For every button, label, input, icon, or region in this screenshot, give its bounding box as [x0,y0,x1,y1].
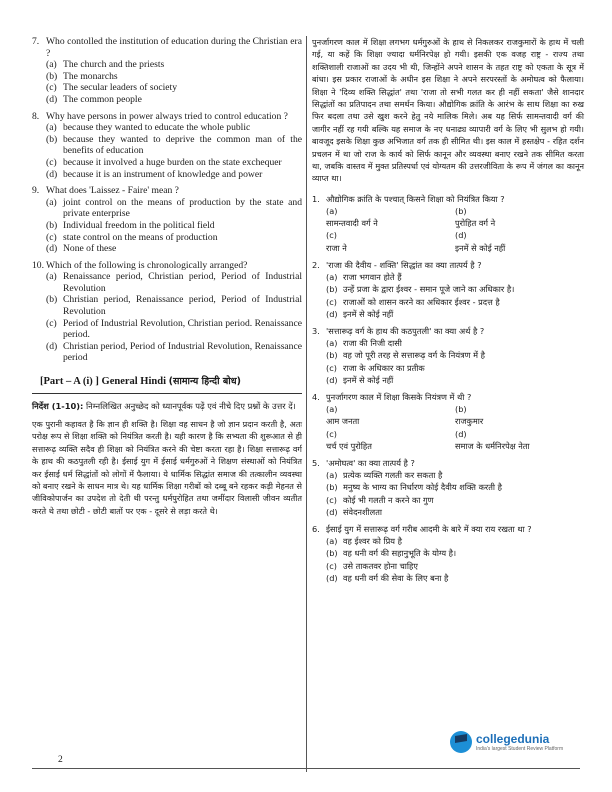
question-stem [312,391,584,403]
option-text: संवेदनशीलता [343,506,383,517]
option-text: Renaissance period, Christian period, Period of Industrial Revolution [63,271,302,294]
option [32,318,302,341]
option-text: वह धनी वर्ग की सेवा के लिए बना है [343,572,449,583]
question [312,193,584,254]
option [312,308,584,320]
option [32,134,302,157]
question-text: औद्योगिक क्रांति के पश्चात् किसने शिक्षा को नियंत्रित किया ? [326,193,505,204]
question-text: 'राजा की दैवीय - शक्ति' सिद्धांत का क्या तात्पर्य है ? [326,259,482,270]
option-text: वह धनी वर्ग की सहानुभूति के योग्य है। [343,548,457,559]
option [455,229,584,253]
option-label: (d) [326,308,338,319]
question-stem [32,185,302,197]
english-questions [32,36,302,364]
option-text: राजकुमार [455,416,484,427]
option-label: (b) [326,482,338,493]
option-label: (d) [46,93,58,105]
option [32,341,302,364]
instruction-text: निम्नलिखित अनुच्छेद को ध्यानपूर्वक पढ़ें एवं नीचे दिए प्रश्नों के उत्तर दें। [83,401,296,412]
question-text: Who contolled the institution of education during the Christian era ? [46,36,302,59]
option-text: The church and the priests [63,59,165,71]
section-title-hindi: (सामान्य हिन्दी बोध) [168,376,241,388]
option-text: वह जो पूरी तरह से सत्तारूढ़ वर्ग के नियंत्रण में है [343,350,485,361]
option-text: आम जनता [326,416,360,427]
option [312,547,584,559]
option-label: (b) [326,350,338,361]
collegedunia-logo [450,722,590,762]
option [32,94,302,106]
option-text: पुरोहित वर्ग ने [455,218,496,229]
option-label: (d) [46,168,58,180]
option-label: (c) [46,156,57,168]
option [312,506,584,518]
option [312,362,584,374]
option-label: (d) [326,572,338,583]
passage-part-2: पुनर्जागरण काल में शिक्षा लगभग धर्मगुरुओं के हाथ से निकलकर राजकुमारों के हाथ में चली गई, या कहें कि शिक्षा ज्यादा धर्मनिरपेक्ष हो गयी। इसकी एक वजह राष्ट्र - राज्य तथा शक्तिशाली राजाओं का उदय भी थी, जिन्होंने अपने शासन के तहत राष्ट्र को एकता के सूत्र में बांधा। इस प्रकार राजाओं के अधीन इस शिक्षा ने अपने सरपरस्तों के अमोघत्व को फैलाया। शिक्षा ने 'दिव्य शक्ति सिद्धांत' तथा 'राजा तो सभी गलत कर ही नहीं सकता' जैसे शानदार सिद्धांतों का प्रतिपादन तथा समर्थन किया। औद्योगिक क्रांति के आरंभ के साथ शिक्षा का रुख फिर बदला तथा उसे खुश करने हेतु नये मालिक मिले। अब यह सिर्फ सामन्तवादी वर्ग की जागीर नहीं रह गयी बल्कि यह समाज के नए धनाढ्य व्यापारी वर्ग के लिए भी सुलभ हो गयी। बावजूद इसके शिक्षा कुछ अभिजात वर्ग तक ही सीमित थी। इस काल में हस्तक्षेप - रहित दर्शन प्रचलन में था जो राज के कार्य को सिर्फ कानून और व्यवस्था बनाए रखने तक सीमित करता था, जबकि वास्तव में मुक्त प्रतिस्पर्धा एवं योग्यतम की उत्तरजीविता के रूप में जंगल का कानून व्याप्त था। [312,37,584,184]
option-label: (b) [46,133,58,145]
option [312,572,584,584]
option-text: मनुष्य के भाग्य का निर्धारण कोई दैवीय शक्ति करती है [343,482,502,493]
option-label: (a) [326,272,338,283]
question-text: 'अमोघत्व' का क्या तात्पर्य है ? [326,457,415,468]
question [32,260,302,364]
hindi-questions [312,193,584,584]
question-text: 'सत्तारूढ़ वर्ग के हाथ की कठपुतली' का क्या अर्थ है ? [326,325,485,336]
option-label: (a) [326,536,338,547]
question-text: Which of the following is chronologically arranged? [46,259,248,271]
section-heading [40,374,302,387]
question [32,36,302,106]
section-rule [32,393,302,394]
option-label: (b) [455,206,467,217]
option-text: The secular leaders of society [63,82,178,94]
option [455,205,584,229]
question [32,111,302,181]
question-stem [312,523,584,535]
option-label: (d) [326,374,338,385]
option-text: because they wanted to educate the whole public [63,122,251,134]
option-text: प्रत्येक व्यक्ति गलती कर सकता है [343,470,443,481]
option-label: (a) [326,404,338,415]
option [32,157,302,169]
option [312,481,584,493]
option-text: Period of Industrial Revolution, Christian period. Renaissance period. [63,317,302,341]
question-text: ईसाई युग में सत्तारूढ़ वर्ग गरीब आदमी के बारे में क्या राय रखता था ? [326,523,532,534]
option [32,232,302,244]
question-stem [32,111,302,123]
question-number: 3. [312,325,320,336]
option-label: (c) [326,494,337,505]
option [32,294,302,317]
option-label: (d) [455,428,467,439]
option-label: (a) [46,196,57,208]
question-stem [312,259,584,271]
question-stem [32,36,302,59]
option-text: इनमें से कोई नहीं [455,242,506,253]
question [312,259,584,320]
option-label: (b) [46,294,58,306]
option-text: Individual freedom in the political field [63,219,215,231]
option [312,349,584,361]
option-label: (a) [46,122,57,134]
option [455,403,584,427]
option-label: (a) [326,470,338,481]
option [32,220,302,232]
question-stem [312,457,584,469]
option [312,560,584,572]
footer-rule [32,768,580,769]
page-number: 2 [58,755,63,765]
question [32,185,302,255]
question [312,391,584,452]
option [326,403,455,427]
option-label: (c) [326,296,337,307]
option-text: Christian period, Period of Industrial Revolution, Renaissance period [63,340,302,364]
option-label: (c) [326,362,337,373]
option-label: (c) [46,82,57,94]
question [312,325,584,386]
question-text: Why have persons in power always tried to control education ? [46,110,288,122]
option-text: राजा की निजी दासी [343,338,402,349]
question-number: 7. [32,36,40,47]
option [32,169,302,181]
column-divider [306,36,307,772]
option [312,494,584,506]
option-text: because it involved a huge burden on the state exchequer [63,156,282,168]
option [312,337,584,349]
question-number: 2. [312,259,320,270]
option [32,122,302,134]
question-text: पुनर्जागरण काल में शिक्षा किसके नियंत्रण में थी ? [326,391,472,402]
option [32,59,302,71]
option-text: The monarchs [63,70,118,82]
question-number: 9. [32,185,40,197]
option-text: इनमें से कोई नहीं [343,374,394,385]
option-label: (a) [46,59,57,71]
question-number: 8. [32,110,40,122]
option [326,229,455,253]
option-label: (d) [46,340,58,352]
question-stem [32,260,302,272]
option-label: (b) [46,70,58,82]
option-text: इनमें से कोई नहीं [343,308,394,319]
option-text: None of these [63,243,117,255]
option-label: (d) [455,230,467,241]
question-text: What does 'Laissez - Faire' mean ? [46,185,179,197]
logo-tagline: India's largest Student Review Platform [476,746,564,752]
option-label: (c) [326,230,337,241]
option-text: उन्हें प्रजा के द्वारा ईश्वर - समान पूजे जाने का अधिकार है। [343,284,515,295]
option-label: (a) [326,206,338,217]
option-text: राजा के अधिकार का प्रतीक [343,362,425,373]
option [312,535,584,547]
option-label: (c) [46,317,57,329]
option-label: (b) [46,219,58,231]
option-label: (b) [455,404,467,415]
section-title-english: [Part – A (i) ] General Hindi [40,376,169,388]
option-text: राजाओं को शासन करने का अधिकार ईश्वर - प्रदत्त है [343,296,500,307]
option-text: उसे ताकतवर होना चाहिए [343,560,418,571]
question [312,523,584,584]
question-number: 1. [312,193,320,204]
question [312,457,584,518]
question-number: 4. [312,391,320,402]
option-text: joint control on the means of production by the state and private enterprise [63,196,302,220]
option-text: because it is an instrument of knowledge and power [63,168,263,180]
option [326,428,455,452]
option-text: राजा ने [326,242,347,253]
option-label: (b) [326,284,338,295]
left-column [32,36,302,517]
option [32,271,302,294]
option-text: The common people [63,93,142,105]
option-label: (b) [326,548,338,559]
question-stem [312,325,584,337]
option-text: वह ईश्वर को प्रिय है [343,536,402,547]
option-text: because they wanted to deprive the common man of the benefits of education [63,133,302,157]
option-label: (a) [326,338,338,349]
option-text: कोई भी गलती न करने का गुण [343,494,434,505]
option-label: (c) [46,231,57,243]
option [32,82,302,94]
option-text: Christian period, Renaissance period, Period of Industrial Revolution [63,294,302,318]
option-label: (a) [46,271,57,283]
question-number: 6. [312,523,320,534]
option [326,205,455,229]
option-grid [312,205,584,254]
right-column [312,36,584,589]
option [312,296,584,308]
option-label: (d) [46,243,58,255]
question-stem [312,193,584,205]
option-label: (c) [326,428,337,439]
option [455,428,584,452]
option-text: state control on the means of production [63,231,218,243]
option [312,283,584,295]
logo-name: collegedunia [476,732,550,746]
option-label: (d) [326,506,338,517]
question-number: 5. [312,457,320,468]
option-label: (c) [326,560,337,571]
option-text: सामन्तवादी वर्ग ने [326,218,378,229]
question-number: 10. [32,259,44,271]
option-text: समाज के धर्मनिरपेक्ष नेता [455,440,530,451]
option [32,243,302,255]
option-text: राजा भगवान होते हैं [343,272,402,283]
graduation-cap-icon [450,731,472,753]
instructions [32,400,302,412]
option [312,374,584,386]
instruction-label: निर्देश (1-10): [32,401,84,412]
option-text: चर्च एवं पुरोहित [326,440,372,451]
option [312,469,584,481]
option-grid [312,403,584,452]
option [32,197,302,220]
passage-part-1: एक पुरानी कहावत है कि ज्ञान ही शक्ति है। शिक्षा वह साधन है जो ज्ञान प्रदान करती है, अतः परोक्ष रूप से शिक्षा शक्ति को नियंत्रित करती है। यही कारण है कि सभ्यता की शुरूआत से ही सत्तारूढ़ व्यक्ति सदैव ही शिक्षा को नियंत्रित करने की चेष्टा करता रहा है। शिक्षा सत्तारूढ़ वर्ग के हाथ की कठपुतली रही है। ईसाई युग में ईसाई धर्मगुरुओं ने शिक्षण संस्थाओं को नियंत्रित कर ईसाई धर्म सिद्धांतों को लोगों में फैलाया। ये धार्मिक सिद्धांत समाज की तत्कालीन व्यवस्था को बनाए रखने के साधन मात्र थे। यह धार्मिक शिक्षा गरीबों को दब्बू बने रहकर कड़ी मेहनत से जीविकोपार्जन का उपदेश तो देती थी परन्तु धर्मपुरोहित तथा जमींदार विलासी जीवन व्यतीत करते थे तथा छोटी - छोटी बातों पर एक - दूसरे से लड़ा करते थे। [32,419,302,516]
option [32,71,302,83]
option [312,271,584,283]
